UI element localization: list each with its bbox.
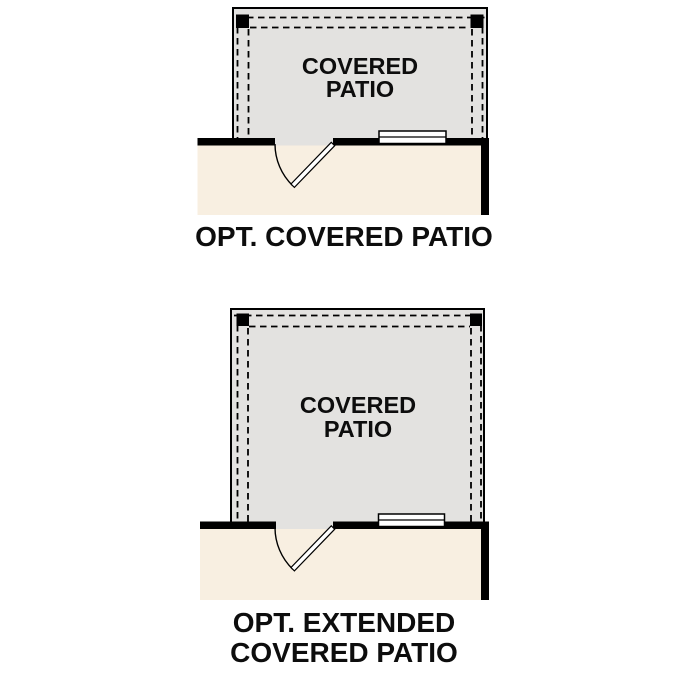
wall-left-segment (198, 138, 276, 146)
wall-left-segment (200, 522, 276, 530)
patio-label-line1: COVERED (299, 392, 417, 418)
wall-right-vertical (481, 522, 489, 601)
post-top-right (470, 314, 482, 327)
diagram-caption: OPT. COVERED PATIO (195, 221, 493, 252)
patio-label-line1: COVERED (301, 53, 419, 79)
diagram-caption-line1: OPT. EXTENDED (232, 607, 456, 638)
post-top-left (237, 314, 250, 327)
patio-label-line2: PATIO (325, 76, 395, 102)
window-symbol (379, 131, 446, 144)
window-symbol (379, 514, 445, 527)
extended-covered-patio-diagram (0, 262, 687, 687)
patio-label-line2: PATIO (323, 416, 393, 442)
post-top-left (236, 15, 249, 29)
interior-floor (200, 529, 481, 600)
diagram-caption-line2: COVERED PATIO (230, 637, 458, 668)
wall-right-vertical (481, 138, 489, 215)
interior-floor (198, 146, 482, 216)
post-top-right (471, 15, 484, 29)
covered-patio-diagram (0, 0, 687, 262)
